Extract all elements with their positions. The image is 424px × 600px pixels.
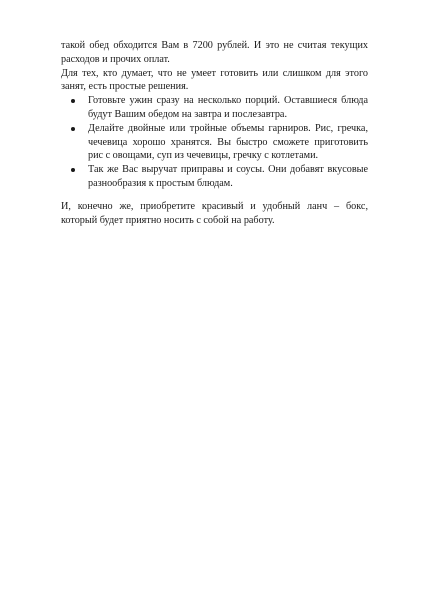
bullet-icon bbox=[71, 168, 75, 172]
document-body bbox=[61, 39, 368, 227]
paragraph-intro: Для тех, кто думает, что не умеет готовить или слишком для этого занят, есть простые решения. bbox=[61, 67, 368, 93]
list-item bbox=[61, 122, 368, 163]
list-item bbox=[61, 94, 368, 122]
list-item-text: Так же Вас выручат приправы и соусы. Они добавят вкусовые разнообразия к простым блюдам. bbox=[88, 164, 368, 189]
bullet-icon bbox=[71, 127, 75, 131]
list-item-text: Делайте двойные или тройные объемы гарниров. Рис, гречка, чечевица хорошо хранятся. Вы быстро сможете приготовить рис с овощами, суп из чечевицы, гречку с котлетами. bbox=[88, 122, 368, 162]
paragraph-cost: такой обед обходится Вам в 7200 рублей. И это не считая текущих расходов и прочих оплат. bbox=[61, 40, 368, 65]
list-item-text: Готовьте ужин сразу на несколько порций. Оставшиеся блюда будут Вашим обедом на завтра и послезавтра. bbox=[88, 95, 368, 120]
tips-list bbox=[61, 94, 368, 191]
paragraph-lunchbox: И, конечно же, приобретите красивый и удобный ланч – бокс, который будет приятно носить с собой на работу. bbox=[61, 200, 368, 226]
list-item bbox=[61, 163, 368, 191]
bullet-icon bbox=[71, 99, 75, 103]
